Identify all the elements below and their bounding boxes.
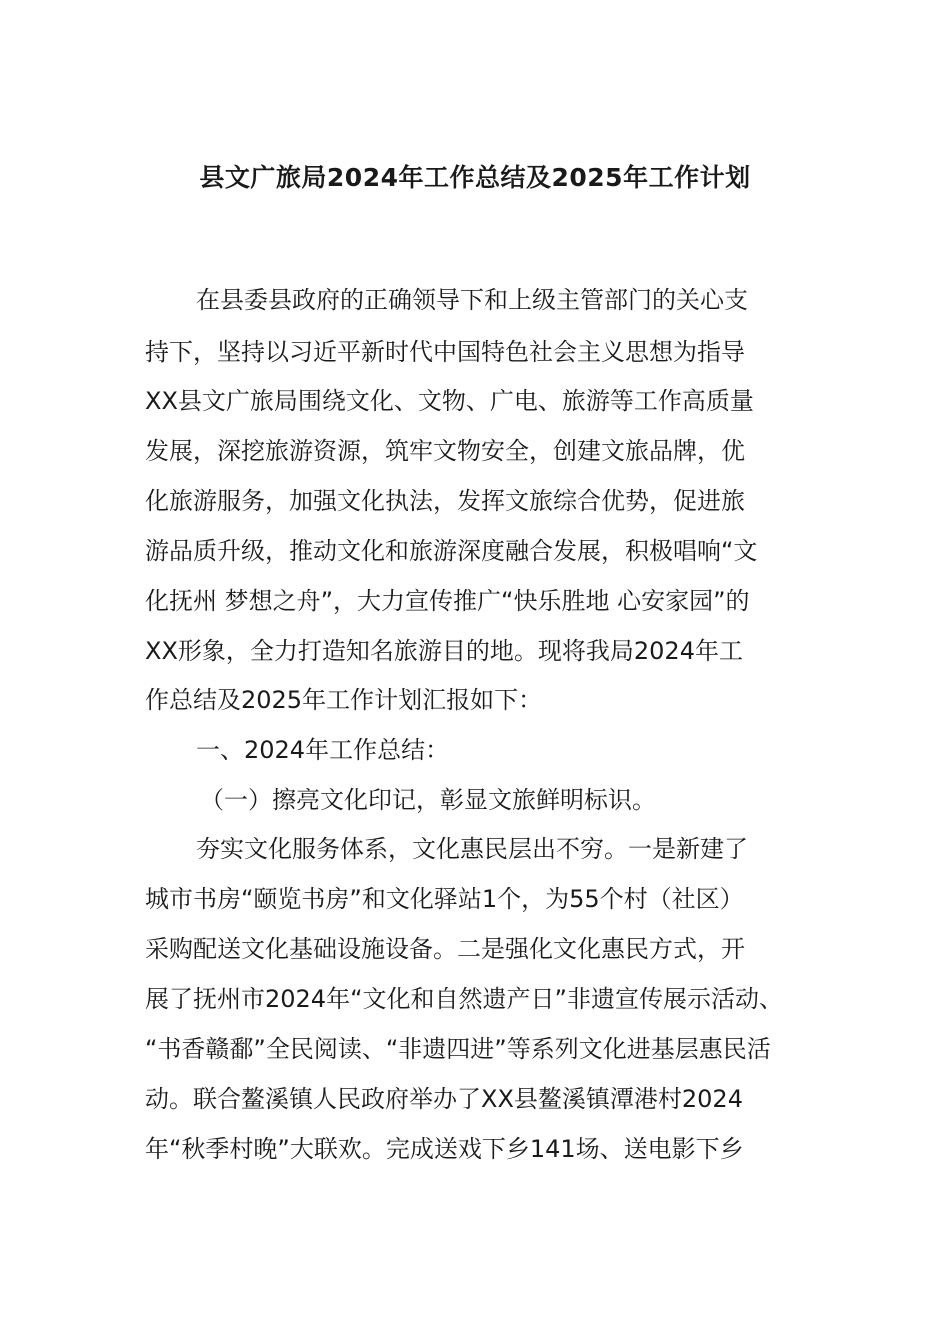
body-line-14: “书香赣鄱”全民阅读、“非遗四进”等系列文化进基层惠民活 (145, 1035, 771, 1063)
subsection-heading-1: （一）擦亮文化印记，彰显文旅鲜明标识。 (200, 786, 656, 814)
body-line-15: 动。联合鳌溪镇人民政府举办了XX县鳌溪镇潭港村2024 (145, 1085, 743, 1113)
body-line-1: 在县委县政府的正确领导下和上级主管部门的关心支 (196, 286, 748, 314)
body-line-6: 游品质升级，推动文化和旅游深度融合发展，积极唱响“文 (145, 537, 758, 565)
section-heading-1: 一、2024年工作总结： (196, 736, 450, 764)
body-line-4: 发展，深挖旅游资源，筑牢文物安全，创建文旅品牌，优 (145, 437, 745, 465)
body-line-13: 展了抚州市2024年“文化和自然遗产日”非遗宣传展示活动、 (145, 985, 783, 1013)
body-line-2: 持下，坚持以习近平新时代中国特色社会主义思想为指导 (145, 338, 745, 366)
body-line-7: 化抚州 梦想之舟”，大力宣传推广“快乐胜地 心安家园”的 (145, 587, 750, 615)
body-line-10: 夯实文化服务体系，文化惠民层出不穷。一是新建了 (196, 835, 748, 863)
body-line-3: XX县文广旅局围绕文化、文物、广电、旅游等工作高质量 (145, 387, 754, 415)
body-line-12: 采购配送文化基础设施设备。二是强化文化惠民方式，开 (145, 935, 745, 963)
body-line-5: 化旅游服务，加强文化执法，发挥文旅综合优势，促进旅 (145, 487, 745, 515)
body-line-9: 作总结及2025年工作计划汇报如下： (145, 686, 543, 714)
body-line-11: 城市书房“颐览书房”和文化驿站1个，为55个村（社区） (145, 885, 744, 913)
body-line-8: XX形象，全力打造知名旅游目的地。现将我局2024年工 (145, 637, 743, 665)
body-line-16: 年“秋季村晚”大联欢。完成送戏下乡141场、送电影下乡 (145, 1135, 744, 1163)
document-title: 县文广旅局2024年工作总结及2025年工作计划 (199, 163, 751, 192)
